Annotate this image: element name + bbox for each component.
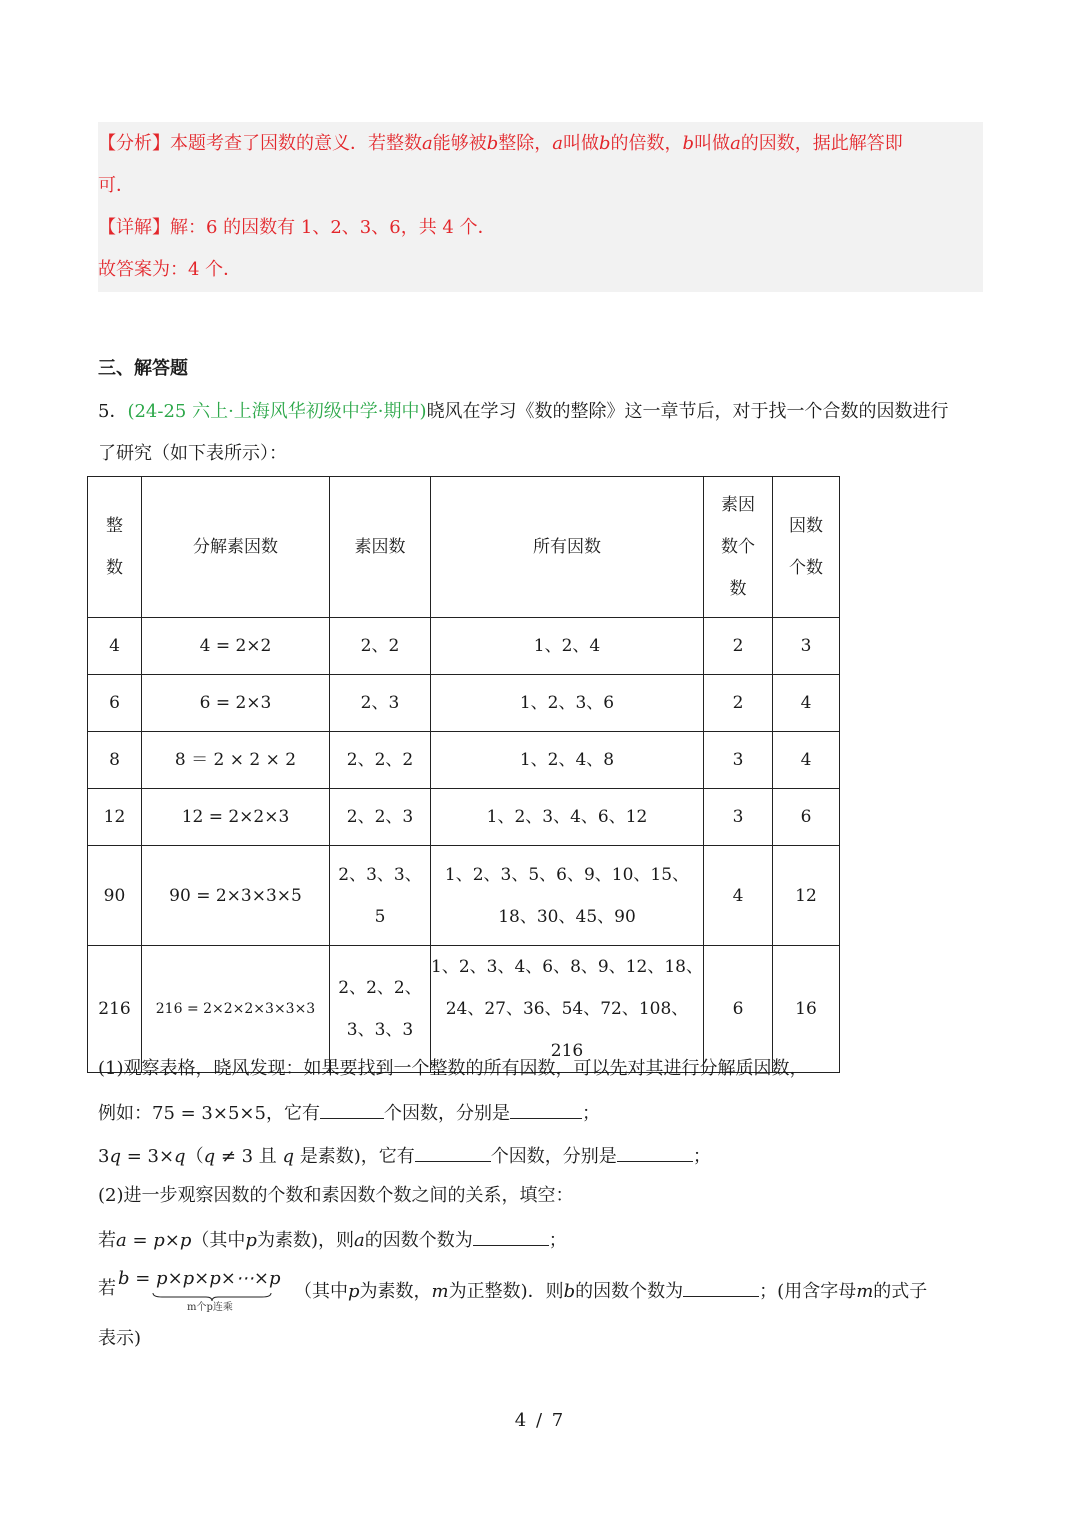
analysis-label: 【分析】 <box>98 133 170 154</box>
header-cell <box>773 477 840 618</box>
answer-blank[interactable] <box>320 1098 384 1119</box>
example-prefix: 例如： <box>98 1103 152 1124</box>
cell-prime-factors-line: 2、2 <box>360 636 400 656</box>
cell-prime-factors-line: 2、3、3、 <box>338 864 422 885</box>
detail-line <box>98 215 496 241</box>
header-cell <box>88 477 142 618</box>
answer-blank[interactable] <box>510 1098 582 1119</box>
var-b: b <box>563 1281 576 1302</box>
cell-prime-factors-line: 3、3、3 <box>346 1020 414 1040</box>
analysis-text: 的倍数， <box>610 133 683 154</box>
cell-factor-count: 4 <box>773 675 840 732</box>
var-q: q <box>109 1146 121 1167</box>
cell-number: 90 <box>88 846 142 946</box>
var-m: m <box>856 1281 874 1302</box>
cell-decomposition: 90 = 2×3×3×5 <box>142 846 330 946</box>
table-header-row <box>88 477 840 618</box>
cell-all-factors-line: 1、2、3、6 <box>519 693 615 713</box>
header-cell-line: 分解素因数 <box>193 537 278 557</box>
header-cell-line: 数个 <box>721 537 755 557</box>
p2-text: 的因数个数为 <box>575 1281 684 1302</box>
p2-text: 的因数个数为 <box>364 1230 473 1251</box>
answer-blank[interactable] <box>617 1141 693 1162</box>
p2-text: 若 <box>98 1230 116 1251</box>
table-row <box>88 946 840 1073</box>
p2-text: 为正整数)．则 <box>448 1281 564 1302</box>
var-b: b <box>682 133 695 154</box>
table-row <box>88 789 840 846</box>
cell-all-factors-line: 1、2、4、8 <box>519 750 615 770</box>
cell-all-factors-line: 24、27、36、54、72、108、216 <box>445 999 689 1061</box>
analysis-line-1 <box>98 131 903 157</box>
part2-line-4: 表示) <box>98 1328 142 1349</box>
answer-blank[interactable] <box>683 1276 759 1297</box>
cell-prime-factors <box>330 732 431 789</box>
analysis-line-2: 可． <box>98 175 134 196</box>
cell-all-factors-line: 1、2、3、4、6、12 <box>486 807 648 827</box>
q-formula: = 3× <box>120 1146 175 1167</box>
question-source: (24-25 六上·上海风华初级中学·期中) <box>127 401 427 422</box>
cell-prime-factors <box>330 675 431 732</box>
cell-prime-factors-line: 5 <box>374 906 386 927</box>
cell-prime-count: 2 <box>704 675 773 732</box>
table-row <box>88 846 840 946</box>
part1-example-line <box>98 1098 600 1127</box>
cell-decomposition: 216 = 2×2×2×3×3×3 <box>142 946 330 1073</box>
header-cell-line: 素因 <box>721 495 755 515</box>
cell-prime-factors <box>330 618 431 675</box>
var-b: b <box>599 133 611 154</box>
part1-q-line <box>98 1141 711 1170</box>
cell-all-factors <box>431 732 704 789</box>
header-cell <box>330 477 431 618</box>
analysis-text: 叫做 <box>563 133 599 154</box>
cell-factor-count: 3 <box>773 618 840 675</box>
var-a: a <box>116 1230 127 1251</box>
question-line-2: 了研究（如下表所示）： <box>98 443 287 464</box>
header-cell-line: 个数 <box>789 558 823 578</box>
cell-factor-count: 12 <box>773 846 840 946</box>
cell-factor-count: 6 <box>773 789 840 846</box>
header-cell-line: 数 <box>729 579 747 599</box>
p2-text: 的式子 <box>873 1281 928 1302</box>
cell-all-factors <box>431 846 704 946</box>
page-number: 4 / 7 <box>514 1410 566 1431</box>
detail-label: 【详解】 <box>98 217 170 238</box>
p2-text: （其中 <box>191 1230 246 1251</box>
cell-number: 8 <box>88 732 142 789</box>
q-text: （ <box>185 1146 204 1167</box>
example-text: 个因数，分别是 <box>383 1103 510 1124</box>
part1-line-1: (1)观察表格，晓风发现：如果要找到一个整数的所有因数，可以先对其进行分解质因数， <box>98 1058 808 1079</box>
header-cell-line: 素因数 <box>354 537 406 557</box>
answer-blank[interactable] <box>473 1225 549 1246</box>
var-q: q <box>282 1146 295 1167</box>
analysis-text: 叫做 <box>694 133 731 154</box>
analysis-text: 本题考查了因数的意义．若整数 <box>170 133 422 154</box>
part2-line-2 <box>98 1225 567 1254</box>
q-text: 个因数，分别是 <box>490 1146 617 1167</box>
var-a: a <box>353 1230 365 1251</box>
p2-text: × <box>164 1230 180 1251</box>
underbrace-label: m个p连乘 <box>187 1302 233 1313</box>
p2-text: 若 <box>98 1278 116 1299</box>
table-row <box>88 732 840 789</box>
q-text: ≠ 3 且 <box>215 1146 283 1167</box>
var-b: b <box>118 1268 130 1289</box>
analysis-text: 整除， <box>498 133 553 154</box>
p2-text: ； <box>548 1230 567 1251</box>
cell-prime-factors-line: 2、2、3 <box>346 807 414 827</box>
header-cell-line: 所有因数 <box>533 537 601 557</box>
var-a: a <box>552 133 563 154</box>
analysis-text: 的因数，据此解答即 <box>740 133 903 154</box>
part2-line-1: (2)进一步观察因数的个数和素因数个数之间的关系，填空： <box>98 1185 574 1206</box>
cell-all-factors <box>431 946 704 1073</box>
cell-prime-factors <box>330 789 431 846</box>
cell-all-factors <box>431 789 704 846</box>
cell-prime-count: 3 <box>704 789 773 846</box>
cell-prime-factors <box>330 946 431 1073</box>
answer-blank[interactable] <box>415 1141 491 1162</box>
var-q: q <box>203 1146 216 1167</box>
var-p: p <box>153 1230 165 1251</box>
cell-prime-count: 2 <box>704 618 773 675</box>
q-formula: 3 <box>98 1146 110 1167</box>
p2-text: 为素数， <box>359 1281 432 1302</box>
example-text: ； <box>581 1103 600 1124</box>
cell-prime-count: 3 <box>704 732 773 789</box>
cell-number: 216 <box>88 946 142 1073</box>
answer-line: 故答案为：4 个． <box>98 259 242 280</box>
cell-number: 4 <box>88 618 142 675</box>
detail-text: 解：6 的因数有 1、2、3、6，共 4 个． <box>170 217 496 238</box>
q-text: 是素数)，它有 <box>294 1146 415 1167</box>
var-p: p <box>245 1230 257 1251</box>
part2-line-3-rest <box>294 1276 927 1305</box>
cell-decomposition: 4 = 2×2 <box>142 618 330 675</box>
header-cell-line: 整 <box>106 516 123 536</box>
cell-all-factors-line: 1、2、4 <box>533 636 601 656</box>
table-row <box>88 618 840 675</box>
question-text: 晓风在学习《数的整除》这一章节后，对于找一个合数的因数进行 <box>426 401 949 422</box>
cell-prime-factors <box>330 846 431 946</box>
cell-prime-count: 4 <box>704 846 773 946</box>
var-b: b <box>486 133 499 154</box>
cell-prime-factors-line: 2、2、2、 <box>338 978 422 998</box>
cell-prime-factors-line: 2、3 <box>360 693 400 713</box>
header-cell <box>704 477 773 618</box>
var-a: a <box>422 133 433 154</box>
var-p: p <box>348 1281 360 1302</box>
section-title: 三、解答题 <box>98 358 188 379</box>
example-text: ，它有 <box>265 1103 320 1124</box>
cell-prime-factors-line: 2、2、2 <box>346 750 414 770</box>
cell-all-factors-line: 1、2、3、5、6、9、10、15、 <box>444 864 690 885</box>
var-a: a <box>730 133 741 154</box>
b-formula-text: = p×p×p×⋯×p <box>129 1268 281 1289</box>
var-q: q <box>174 1146 186 1167</box>
question-line-1 <box>98 399 949 425</box>
cell-all-factors-line: 1、2、3、4、6、8、9、12、18、 <box>431 957 703 977</box>
q-text: ； <box>692 1146 711 1167</box>
cell-number: 12 <box>88 789 142 846</box>
cell-factor-count: 16 <box>773 946 840 1073</box>
var-m: m <box>431 1281 449 1302</box>
table-row <box>88 675 840 732</box>
var-p: p <box>179 1230 192 1251</box>
header-cell-line: 数 <box>106 558 123 578</box>
header-cell <box>142 477 330 618</box>
cell-factor-count: 4 <box>773 732 840 789</box>
analysis-text: 能够被 <box>432 133 487 154</box>
header-cell-line: 因数 <box>789 516 823 536</box>
cell-decomposition: 8 ＝ 2 × 2 × 2 <box>142 732 330 789</box>
cell-all-factors <box>431 618 704 675</box>
p2-text: = <box>126 1230 154 1251</box>
p2-text: 为素数)，则 <box>256 1230 354 1251</box>
cell-decomposition: 12 = 2×2×3 <box>142 789 330 846</box>
question-number: 5． <box>98 401 128 422</box>
cell-number: 6 <box>88 675 142 732</box>
factor-table <box>87 476 840 1073</box>
part2-line-3 <box>98 1276 116 1302</box>
cell-prime-count: 6 <box>704 946 773 1073</box>
cell-all-factors <box>431 675 704 732</box>
b-formula <box>118 1266 280 1292</box>
p2-text: ；(用含字母 <box>759 1281 857 1302</box>
header-cell <box>431 477 704 618</box>
cell-decomposition: 6 = 2×3 <box>142 675 330 732</box>
p2-text: （其中 <box>294 1281 348 1302</box>
cell-all-factors-line: 18、30、45、90 <box>498 906 636 927</box>
example-formula: 75 = 3×5×5 <box>152 1103 266 1124</box>
